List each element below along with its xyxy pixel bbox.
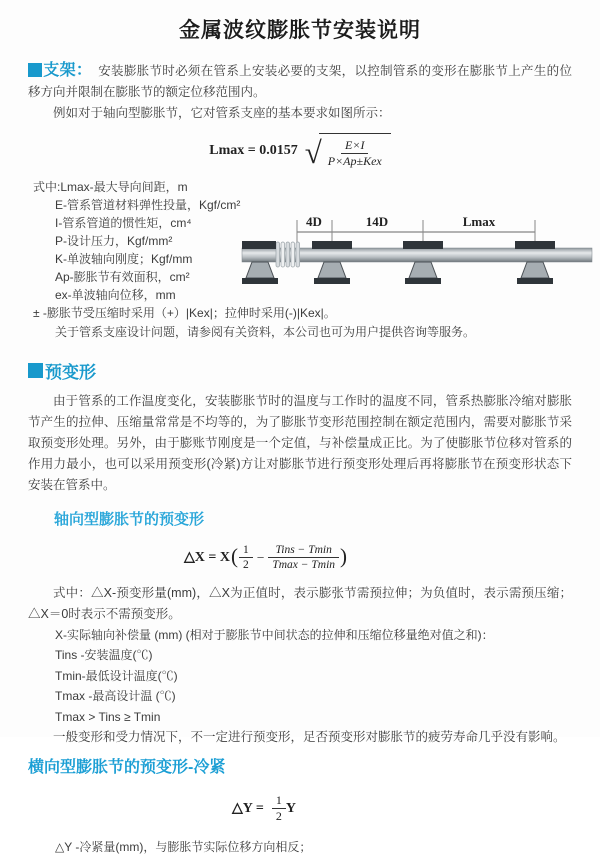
- support-intro-paragraph: [28, 60, 572, 103]
- definition-item: P-设计压力，Kgf/mm²: [55, 234, 173, 248]
- formula-lmax-root: [319, 133, 391, 169]
- formula-lmax-lhs: Lmax = 0.0157: [209, 143, 298, 158]
- pipe-support: [312, 241, 352, 284]
- definition-item: E-管系管道材料弹性投量，Kgf/cm²: [55, 198, 241, 212]
- pipe-support: [515, 241, 555, 284]
- half-denominator: 2: [272, 808, 286, 824]
- one-half-fraction: [239, 543, 253, 573]
- consulting-note: 关于管系支座设计问题，请参阅有关资料，本公司也可为用户提供咨询等服务。: [55, 325, 476, 339]
- definition-item: ex-单波轴向位移，mm: [55, 288, 176, 302]
- section-heading-predeform: [28, 358, 572, 383]
- definition-item: K-单波轴向刚度；Kgf/mm: [55, 252, 193, 266]
- definition-item: I-管系管道的惯性矩，cm⁴: [55, 216, 192, 230]
- plus-minus-note: ± -膨胀节受压缩时采用（+）|Kex|；拉伸时采用(-)|Kex|。: [33, 306, 336, 320]
- temp-numerator: Tins − Tmin: [275, 544, 332, 556]
- open-paren: (: [230, 544, 238, 569]
- formula-lmax: [28, 133, 572, 169]
- lateral-note: △Y -冷紧量(mm)，与膨胀节实际位移方向相反；: [55, 840, 312, 855]
- pipe-support-diagram: [240, 208, 595, 310]
- half-numerator: 1: [275, 793, 282, 808]
- bellows-icon: [276, 242, 300, 267]
- section-square-icon: [28, 63, 42, 77]
- formula-dy-rhs: Y: [285, 800, 296, 816]
- formula-lmax-numerator: E×I: [341, 138, 368, 154]
- diagram-label-lmax: Lmax: [462, 214, 496, 229]
- half-denominator: 2: [239, 557, 253, 572]
- formula-delta-y: [0, 793, 536, 824]
- half-numerator: 1: [242, 544, 249, 556]
- subheading-axial-predeform: 轴向型膨胀节的预变形: [54, 511, 205, 528]
- definition-item: Ap-膨胀节有效面积，cm²: [55, 270, 190, 284]
- page-title: 金属波纹膨胀节安装说明: [179, 19, 421, 42]
- formula-delta-x: [0, 543, 538, 573]
- formula-dy-lhs: △Y =: [232, 801, 264, 817]
- predeform-paragraph: 由于管系的工作温度变化，安装膨胀节时的温度与工作时的温度不同，管系热膨胀冷缩对膨胀节产生的拉伸、压缩量常常是不均等的，为了膨胀节变形范围控制在额定范围内，需要对膨胀节采取预变形处理。另外，由于膨账节刚度是一个定值，与补偿量成正比。为了使膨胀节位移对管系的作用力最小，也可以采用预变形(冷紧)方让对膨胀节进行预变形处理后再将膨胀节在预变形状态下安装在管系中。: [28, 394, 572, 492]
- one-half-fraction: [272, 793, 286, 824]
- section-square-icon: [28, 363, 43, 378]
- support-example-line: 例如对于轴向型膨胀节，它对管系支座的基本要求如图所示：: [53, 106, 391, 120]
- definitions-and-diagram: [28, 178, 572, 342]
- close-paren: ): [340, 544, 348, 569]
- support-intro-text: 安装膨胀节时必须在管系上安装必要的支架，以控制管系的变形在膨胀节上产生的位移方向并限制在膨胀节的额定位移范围内。: [28, 64, 572, 99]
- formula-lmax-denominator: P×Ap±Kex: [327, 154, 382, 168]
- definition-item: Tmin-最低设计温度(℃): [55, 668, 178, 683]
- pipe-support: [403, 241, 443, 284]
- temp-denominator: Tmax − Tmin: [268, 557, 339, 572]
- axial-definitions-list: [28, 625, 572, 728]
- axial-note: 一般变形和受力情况下，不一定进行预变形，足否预变形对膨胀节的疲劳寿命几乎没有影响。: [53, 730, 566, 745]
- section-label-support: 支架：: [43, 62, 93, 79]
- diagram-label-4d: 4D: [306, 214, 322, 229]
- pipe-support: [242, 241, 278, 284]
- predeform-heading-text: 预变形: [45, 363, 96, 382]
- diagram-label-14d: 14D: [365, 214, 389, 229]
- definition-item: Tins -安装温度(℃): [55, 648, 153, 663]
- definition-item: Tmax -最高设计温 (℃): [55, 689, 176, 704]
- subheading-lateral-predeform: 横向型膨胀节的预变形-冷紧: [28, 759, 226, 777]
- formula-dx-lhs: △X = X: [183, 550, 230, 566]
- minus-sign: −: [256, 549, 265, 565]
- temperature-fraction: [268, 543, 339, 573]
- definition-item: X-实际轴向补偿量 (mm) (相对于膨胀节中间状态的拉伸和压缩位移量绝对值之和)：: [55, 627, 494, 642]
- sqrt-icon: √: [304, 134, 322, 170]
- definition-item: Tmax > Tins ≥ Tmin: [55, 709, 161, 724]
- dx-explanation: 式中：△X-预变形量(mm)，△X为正值时，表示膨张节需预拉伸；为负值时，表示需预压缩；△X＝0时表示不需预变形。: [28, 585, 572, 621]
- definition-item: 式中:Lmax-最大导向间距，m: [33, 180, 188, 194]
